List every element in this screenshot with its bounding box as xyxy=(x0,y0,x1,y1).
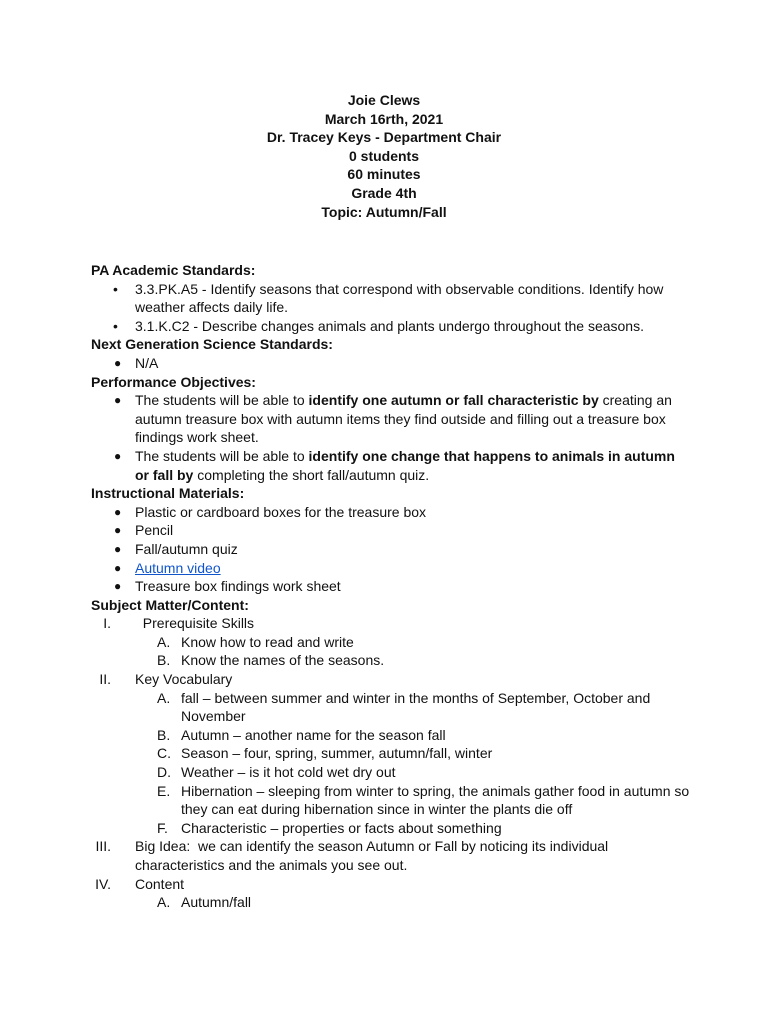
bullet-icon: ● xyxy=(114,523,122,538)
objective-text-bold: identify one change that happens to animals in autumn or fall by xyxy=(135,447,675,483)
student-count: 0 students xyxy=(348,147,419,164)
outline-item xyxy=(91,893,691,912)
outline-item xyxy=(91,782,691,819)
objective-text-post: creating an autumn treasure box with autumn items they find outside and filling out a treasure box findings work sheet. xyxy=(135,392,672,446)
outline-item xyxy=(91,651,691,670)
objective-text-pre: The students will be able to xyxy=(135,447,309,464)
list-item xyxy=(91,521,691,540)
outline-letter: C. xyxy=(157,745,171,762)
lesson-duration: 60 minutes xyxy=(347,166,421,183)
roman-numeral: IV. xyxy=(95,875,111,892)
section-label: Key Vocabulary xyxy=(135,671,233,688)
outline-section xyxy=(91,875,691,894)
roman-numeral: III. xyxy=(95,838,111,855)
bullet-icon: • xyxy=(113,317,118,334)
outline-letter: B. xyxy=(157,726,171,743)
roman-numeral: II. xyxy=(99,671,111,688)
outline-letter: A. xyxy=(157,633,171,650)
list-item xyxy=(91,354,691,373)
outline-text: fall – between summer and winter in the months of September, October and November xyxy=(181,689,651,725)
section-label: Content xyxy=(135,875,185,892)
supervisor: Dr. Tracey Keys - Department Chair xyxy=(266,129,502,146)
list-item-text: 3.1.K.C2 - Describe changes animals and plants undergo throughout the seasons. xyxy=(135,317,644,334)
list-item-text: Plastic or cardboard boxes for the treasure box xyxy=(135,503,427,520)
roman-numeral: I. xyxy=(103,615,111,632)
outline-letter: B. xyxy=(157,652,171,669)
outline-text: Characteristic – properties or facts about something xyxy=(181,819,502,836)
list-item-text: N/A xyxy=(135,354,159,371)
materials-heading: Instructional Materials: xyxy=(91,485,245,502)
outline-section xyxy=(91,670,691,689)
list-item xyxy=(91,559,691,578)
lesson-body xyxy=(91,261,691,912)
list-item-text: Treasure box findings work sheet xyxy=(135,578,341,595)
bullet-icon: ● xyxy=(114,579,122,594)
outline-text: Know how to read and write xyxy=(181,633,354,650)
list-item-text: Fall/autumn quiz xyxy=(135,540,238,557)
list-item-text: 3.3.PK.A5 - Identify seasons that correspond with observable conditions. Identify how weather affects daily life. xyxy=(135,280,664,316)
outline-section xyxy=(91,614,691,633)
outline-item xyxy=(91,633,691,652)
outline-item xyxy=(91,726,691,745)
bullet-icon: ● xyxy=(114,560,122,575)
grade-level: Grade 4th xyxy=(351,184,417,201)
list-item xyxy=(91,540,691,559)
outline-text: Autumn/fall xyxy=(181,894,252,911)
objective-text-bold: identify one autumn or fall characteristic by xyxy=(308,392,599,409)
lesson-date: March 16rth, 2021 xyxy=(324,110,444,127)
pa-standards-heading: PA Academic Standards: xyxy=(91,262,256,278)
list-item xyxy=(91,577,691,596)
bullet-icon: ● xyxy=(114,504,122,519)
outline-letter: A. xyxy=(157,894,171,911)
outline-letter: A. xyxy=(157,689,171,706)
section-label: Big Idea: we can identify the season Autumn or Fall by noticing its individual characteristics and the animals you see out. xyxy=(135,838,613,873)
outline-letter: E. xyxy=(157,782,171,799)
list-item xyxy=(91,391,691,447)
autumn-video-link[interactable]: Autumn video xyxy=(135,559,221,576)
outline-letter: F. xyxy=(157,819,168,836)
outline-item xyxy=(91,689,691,726)
objective-text-pre: The students will be able to xyxy=(135,392,309,409)
outline-section xyxy=(91,837,691,874)
outline-letter: D. xyxy=(157,764,171,781)
teacher-name: Joie Clews xyxy=(347,92,421,108)
subject-heading: Subject Matter/Content: xyxy=(91,596,249,613)
outline-text: Season – four, spring, summer, autumn/fall, winter xyxy=(181,745,493,762)
list-item xyxy=(91,447,691,484)
bullet-icon: ● xyxy=(114,355,122,370)
ngss-heading: Next Generation Science Standards: xyxy=(91,336,333,353)
list-item-text: Pencil xyxy=(135,522,174,539)
outline-item xyxy=(91,763,691,782)
lesson-topic: Topic: Autumn/Fall xyxy=(321,203,447,220)
objectives-heading: Performance Objectives: xyxy=(91,373,256,390)
bullet-icon: • xyxy=(113,280,118,297)
lesson-header xyxy=(0,91,768,221)
section-label: Prerequisite Skills xyxy=(135,615,255,632)
outline-text: Weather – is it hot cold wet dry out xyxy=(181,764,396,781)
list-item xyxy=(91,503,691,522)
outline-text: Hibernation – sleeping from winter to spring, the animals gather food in autumn so they can eat during hibernation since in winter the plants die off xyxy=(181,782,690,818)
list-item xyxy=(91,280,691,317)
outline-item xyxy=(91,819,691,838)
list-item xyxy=(91,317,691,336)
bullet-icon: ● xyxy=(114,448,122,463)
bullet-icon: ● xyxy=(114,541,122,556)
outline-item xyxy=(91,744,691,763)
objective-text-post: completing the short fall/autumn quiz. xyxy=(193,466,430,483)
outline-text: Autumn – another name for the season fall xyxy=(181,726,446,743)
bullet-icon: ● xyxy=(114,393,122,408)
outline-text: Know the names of the seasons. xyxy=(181,652,385,669)
